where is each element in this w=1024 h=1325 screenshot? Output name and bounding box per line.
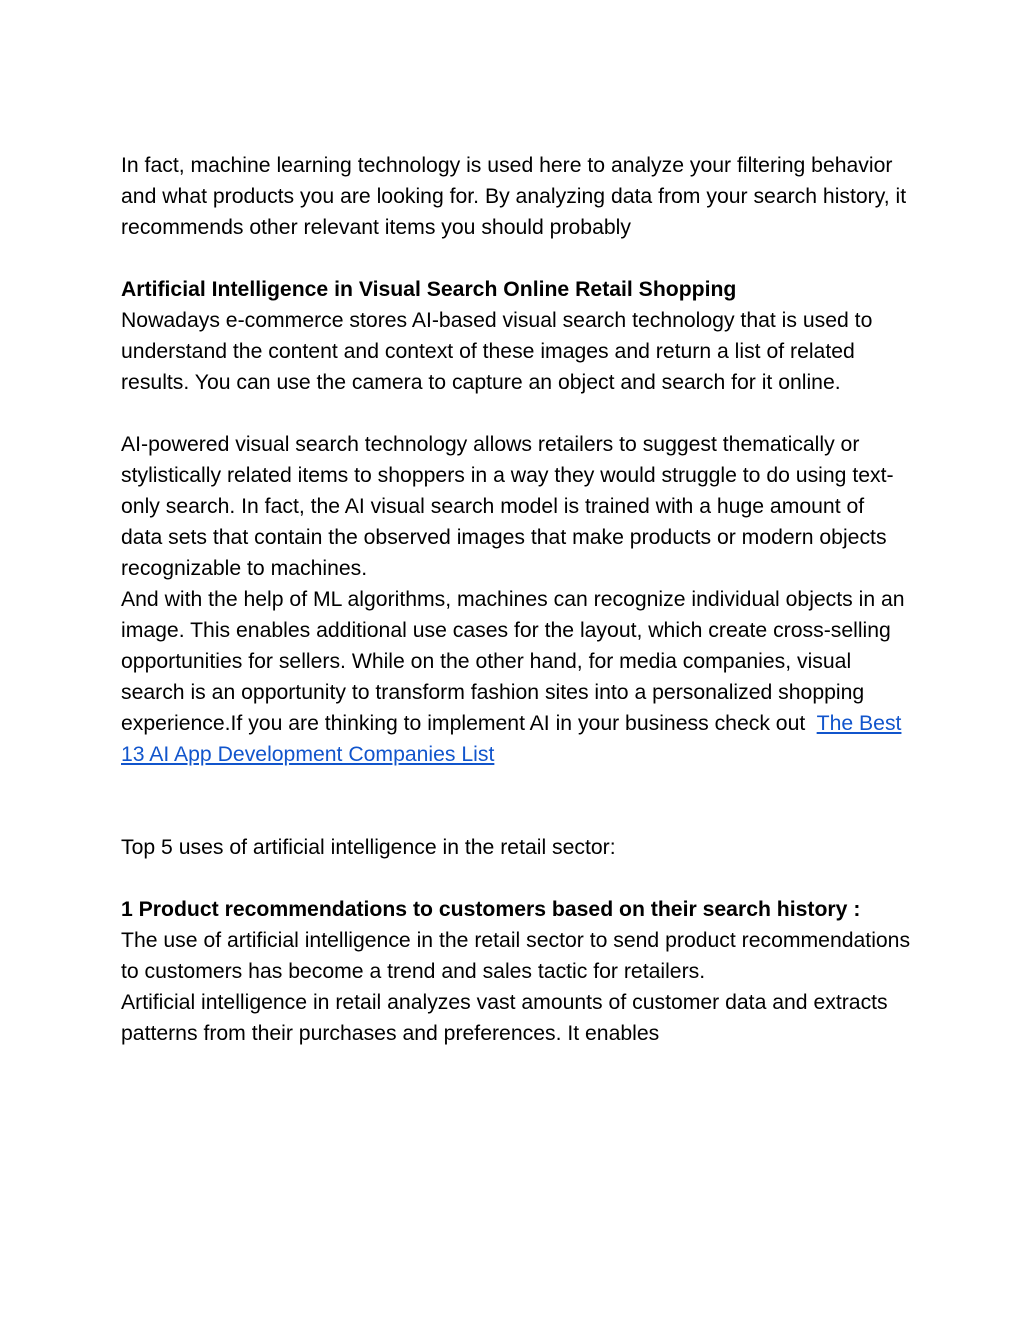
paragraph-spacer [121, 398, 911, 429]
document-body [121, 150, 911, 1049]
link-spacer [805, 712, 816, 735]
paragraph-ml-algorithms [121, 584, 911, 770]
heading-visual-search: Artificial Intelligence in Visual Search Online Retail Shopping [121, 278, 737, 301]
paragraph-spacer [121, 243, 911, 274]
paragraph-customer-data: Artificial intelligence in retail analyzes vast amounts of customer data and extracts patterns from their purchases and preferences. It enables [121, 991, 888, 1045]
paragraph-visual-search-intro: Nowadays e-commerce stores AI-based visual search technology that is used to understand the content and context of these images and return a list of related results. You can use the camera to capture an object and search for it online. [121, 309, 873, 394]
paragraph-spacer [121, 863, 911, 894]
heading-product-recommendations: 1 Product recommendations to customers based on their search history : [121, 898, 861, 921]
paragraph-machine-learning: In fact, machine learning technology is used here to analyze your filtering behavior and what products you are looking for. By analyzing data from your search history, it recommends other relevant items you should probably [121, 154, 907, 239]
paragraph-ml-algorithms-text: And with the help of ML algorithms, machines can recognize individual objects in an image. This enables additional use cases for the layout, which create cross-selling opportunities for sellers. While on the other hand, for media companies, visual search is an opportunity to transform fashion sites into a personalized shopping experience.If you are thinking to implement AI in your business check out [121, 588, 905, 735]
paragraph-product-recommendations: The use of artificial intelligence in the retail sector to send product recommendations to customers has become a trend and sales tactic for retailers. [121, 929, 911, 983]
paragraph-ai-powered-visual-search: AI-powered visual search technology allows retailers to suggest thematically or stylistically related items to shoppers in a way they would struggle to do using text-only search. In fact, the AI visual search model is trained with a huge amount of data sets that contain the observed images that make products or modern objects recognizable to machines. [121, 433, 894, 580]
ai-app-companies-link[interactable]: The Best 13 AI App Development Companies List [121, 712, 902, 766]
paragraph-spacer [121, 770, 911, 832]
top-uses-heading: Top 5 uses of artificial intelligence in the retail sector: [121, 836, 616, 859]
